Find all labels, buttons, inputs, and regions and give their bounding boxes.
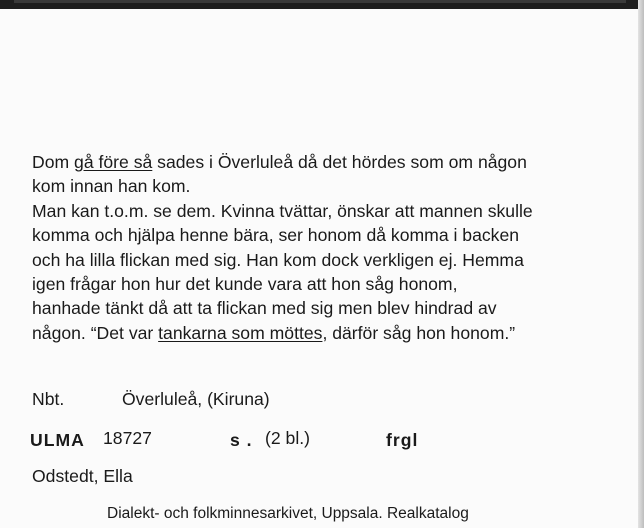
text-line-6: igen frågar hon hur det kunde vara att hon såg honom, <box>32 274 458 295</box>
text-line-1: Dom gå före så sades i Överluleå då det hördes som om någon <box>32 152 527 172</box>
card-right-edge <box>638 0 644 528</box>
informant-name: Odstedt, Ella <box>32 466 133 486</box>
underlined-phrase: tankarna som möttes <box>158 322 323 343</box>
text-line-2: kom innan han kom. <box>32 176 191 197</box>
s-label: s . <box>230 430 253 450</box>
nbt-label: Nbt. <box>32 389 65 409</box>
text-line-4: komma och hjälpa henne bära, ser honom då komma i backen <box>32 225 520 246</box>
card-body-text <box>32 150 622 345</box>
sheet-count: (2 bl.) <box>265 428 310 448</box>
archive-number: 18727 <box>103 428 152 448</box>
card-top-edge <box>0 0 644 9</box>
text-line-8: någon. “Det var tankarna som möttes, därför såg hon honom.” <box>32 322 516 343</box>
category-code: frgl <box>386 430 419 450</box>
archive-footer: Dialekt- och folkminnesarkivet, Uppsala. Realkatalog <box>107 505 469 522</box>
place-value: Överluleå, (Kiruna) <box>122 389 270 409</box>
text-line-5: och ha lilla flickan med sig. Han kom dock verkligen ej. Hemma <box>32 249 524 270</box>
text-line-3: Man kan t.o.m. se dem. Kvinna tvättar, önskar att mannen skulle <box>32 200 533 221</box>
text-line-7: hanhade tänkt då att ta flickan med sig men blev hindrad av <box>32 298 497 319</box>
archive-code: ULMA <box>30 430 85 450</box>
underlined-phrase: gå före så <box>74 152 153 172</box>
